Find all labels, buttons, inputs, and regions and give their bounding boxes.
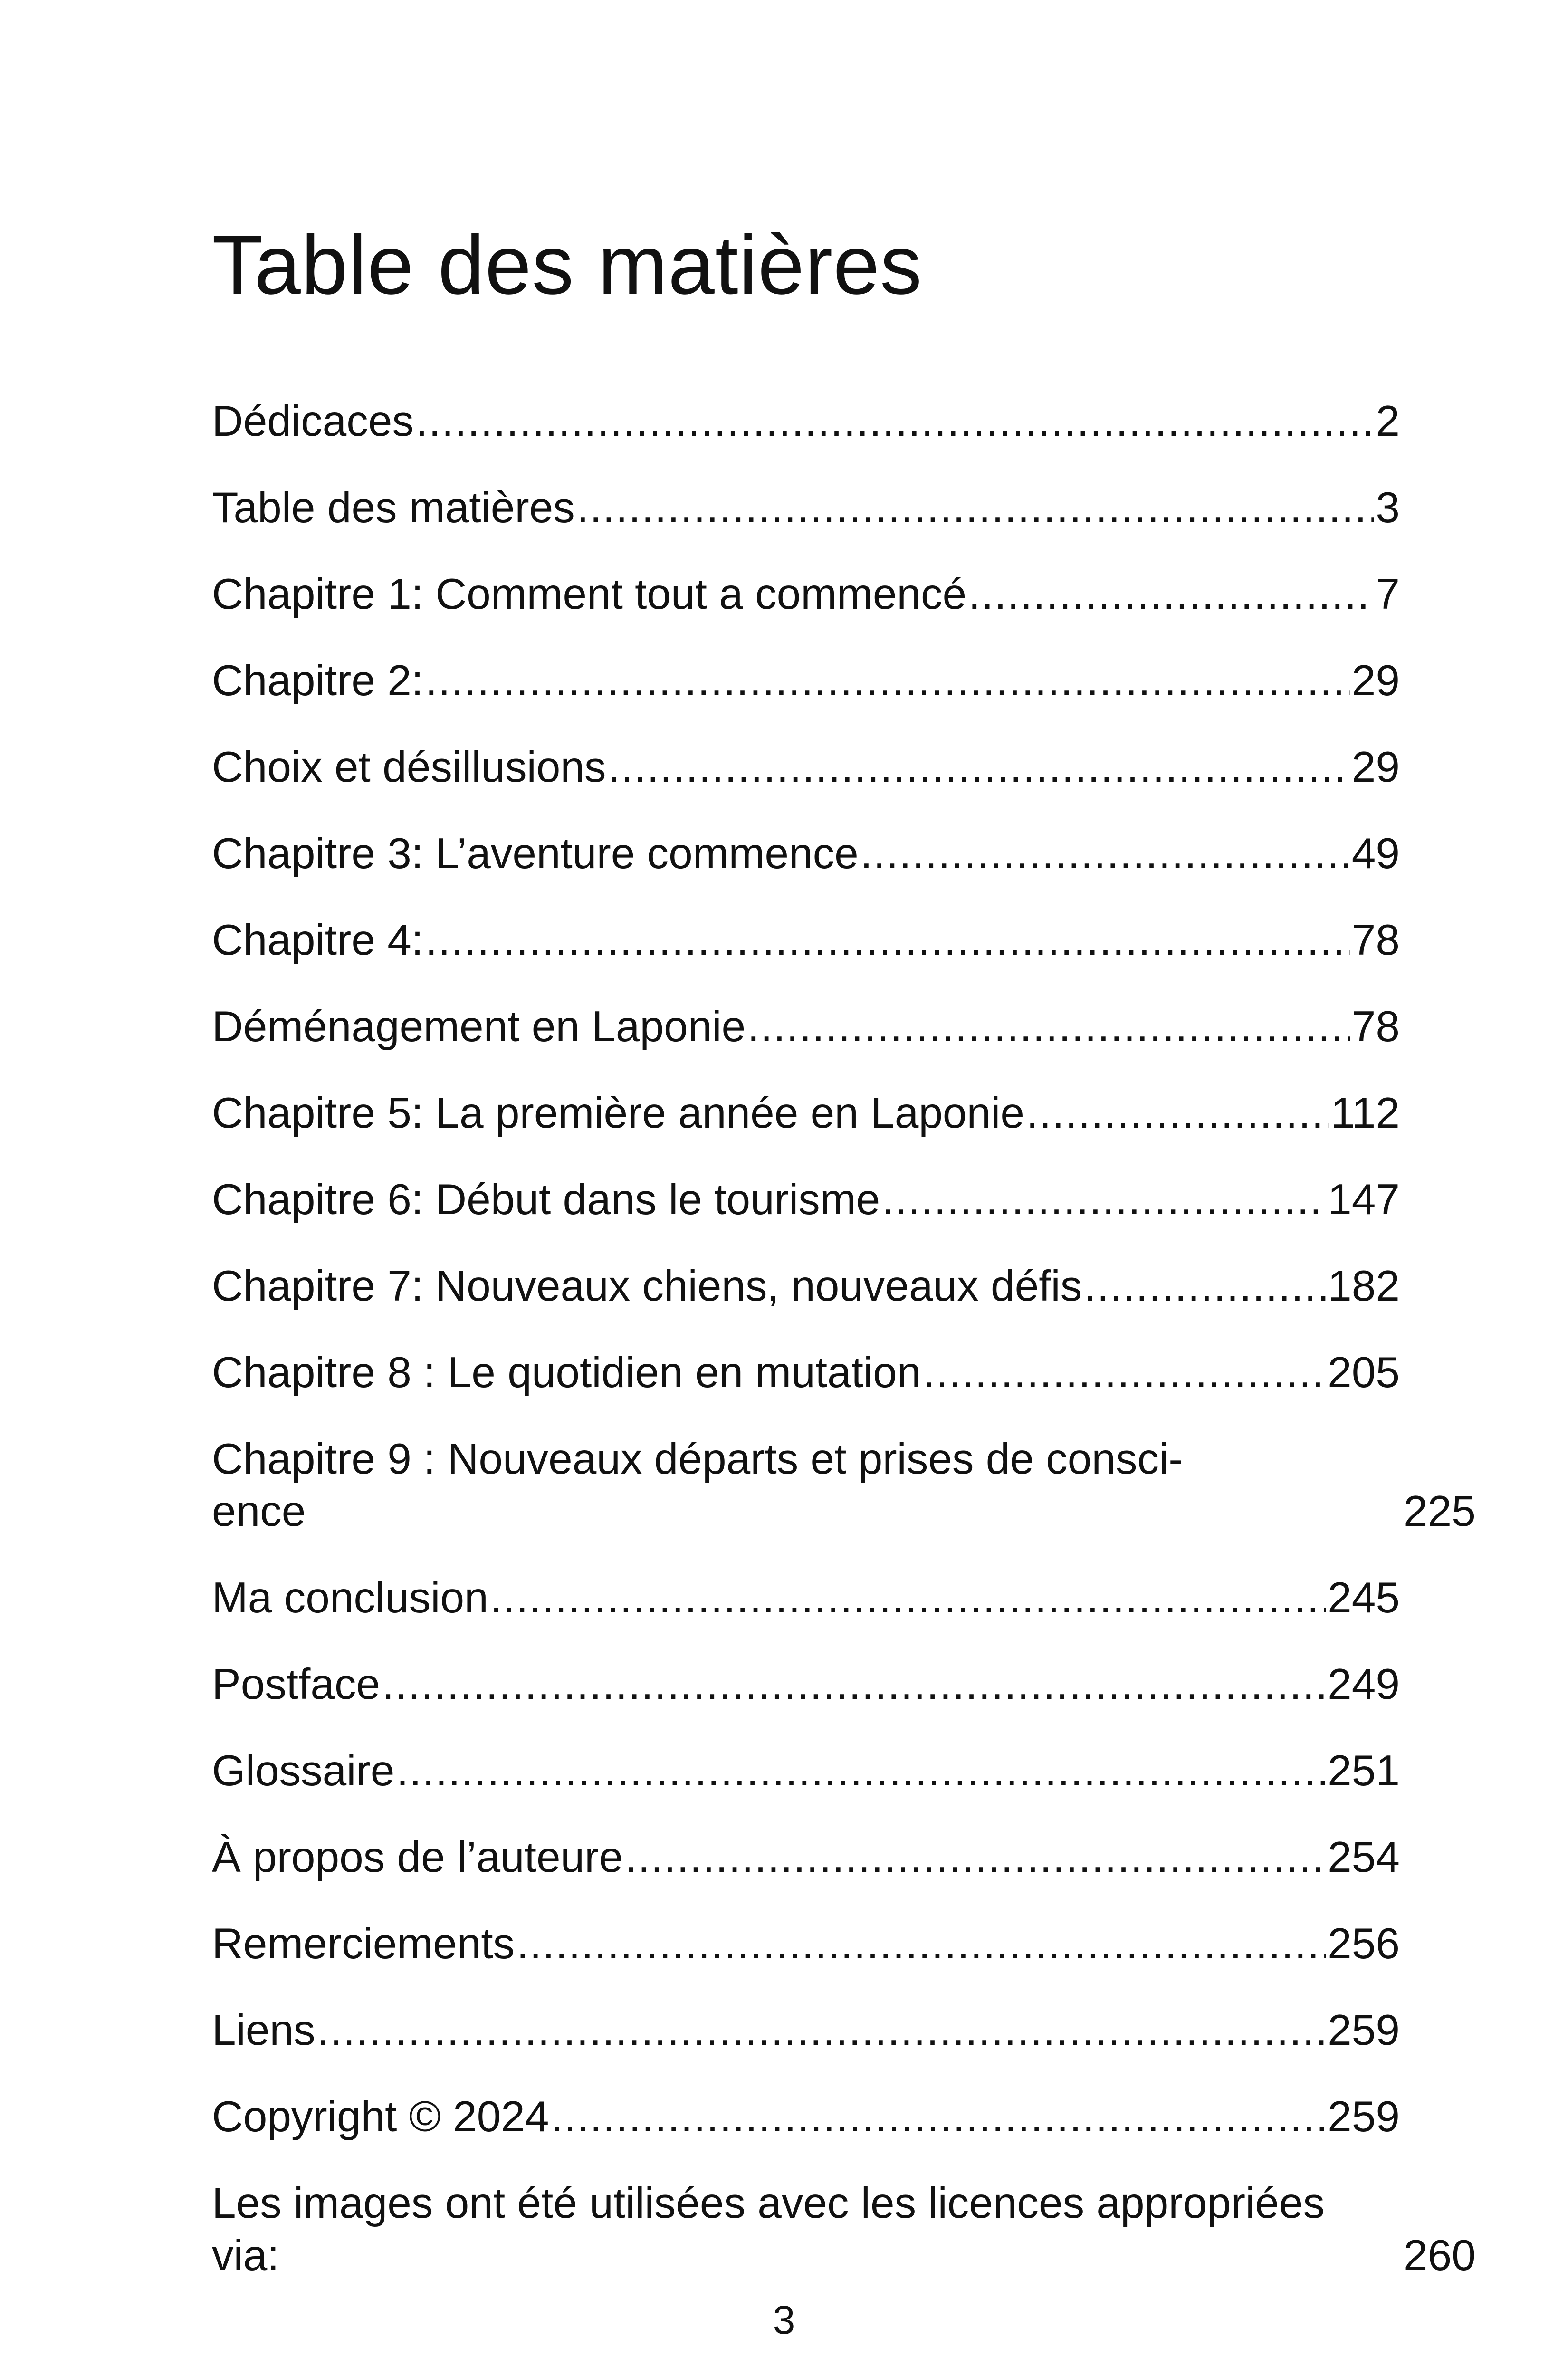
toc-leader-dots [425,655,1350,707]
toc-entry-continuation [212,2230,1476,2282]
toc-leader-dots [968,568,1374,621]
toc-entry [212,1313,1400,1399]
toc-leader-dots [490,1572,1326,1624]
toc-entry-label: Chapitre 9 : Nouveaux départs et prises de consci- [212,1435,1183,1483]
toc-entry [212,534,1400,621]
toc-entry-continuation [212,1485,1476,1538]
toc-entry-label: Table des matières [212,484,575,532]
toc-entry-page: 251 [1328,1747,1400,1795]
toc-entry-label: Chapitre 1: Comment tout a commencé [212,570,967,618]
toc-leader-dots [1026,1087,1329,1140]
toc-entry-page: 259 [1328,2093,1400,2141]
toc-entry-page: 182 [1328,1262,1400,1310]
toc-entry-label: À propos de l’auteure [212,1833,623,1881]
toc-entry-label: Chapitre 6: Début dans le tourisme [212,1176,880,1224]
toc-entry [212,1711,1400,1797]
toc-entry [212,1140,1400,1226]
toc-entry-page: 249 [1328,1660,1400,1708]
toc-entry-label-continued: via: [212,2232,279,2280]
toc-entry-label: Déménagement en Laponie [212,1003,746,1051]
toc-entry-page: 225 [1404,1487,1476,1535]
toc-leader-dots [882,1174,1326,1226]
toc-entry [212,880,1400,967]
toc-entry-page: 29 [1351,657,1400,705]
toc-entry [212,707,1400,794]
toc-leader-dots [516,1918,1326,1970]
toc-entry [212,2057,1400,2143]
toc-leader-dots [1084,1260,1326,1313]
toc-entry-label: Chapitre 2: [212,657,424,705]
toc-entry-label: Liens [212,2006,316,2054]
toc-entry [212,1624,1400,1711]
toc-entry-label: Chapitre 5: La première année en Laponie [212,1089,1024,1137]
toc-leader-dots [551,2091,1326,2143]
toc-entry-page: 78 [1351,1003,1400,1051]
toc-entry-label: Chapitre 3: L’aventure commence [212,830,859,878]
toc-entry-page: 259 [1328,2006,1400,2054]
toc-entry-page: 29 [1351,743,1400,791]
toc-leader-dots [860,828,1350,880]
toc-leader-dots [923,1347,1326,1399]
toc-entry-page: 78 [1351,916,1400,964]
toc-entry-page: 147 [1328,1176,1400,1224]
toc-entry-page: 49 [1351,830,1400,878]
toc-leader-dots [747,1001,1350,1053]
toc-leader-dots [416,395,1374,448]
toc-entry-label: Dédicaces [212,397,414,445]
toc-entry-label: Les images ont été utilisées avec les licences appropriées [212,2179,1325,2227]
toc-entry [212,1797,1400,1884]
toc-entry [212,967,1400,1053]
toc-leader-dots [382,1658,1326,1711]
toc-entry [212,621,1400,707]
toc-entry-page: 256 [1328,1920,1400,1968]
toc-entry-page: 3 [1376,484,1400,532]
toc-entry [212,1226,1400,1313]
toc-entry-page: 245 [1328,1574,1400,1622]
toc-entry-label: Chapitre 8 : Le quotidien en mutation [212,1349,921,1397]
toc-leader-dots [608,741,1350,794]
toc-entry-page: 205 [1328,1349,1400,1397]
table-of-contents [212,361,1476,2282]
toc-entry-label: Copyright © 2024 [212,2093,549,2141]
toc-leader-dots [396,1745,1326,1797]
toc-entry-label: Chapitre 4: [212,916,424,964]
toc-entry [212,1884,1400,1970]
toc-entry-label: Choix et désillusions [212,743,606,791]
toc-entry [212,1399,1476,1538]
toc-entry-page: 112 [1330,1089,1400,1137]
page-number: 3 [773,2298,795,2342]
toc-entry-label-continued: ence [212,1487,306,1535]
toc-entry [212,794,1400,880]
toc-entry [212,361,1400,448]
toc-entry [212,1053,1400,1140]
toc-leader-dots [625,1831,1326,1884]
toc-entry-page: 254 [1328,1833,1400,1881]
toc-entry-label: Glossaire [212,1747,395,1795]
page-title: Table des matières [212,219,923,312]
toc-entry-label: Remerciements [212,1920,515,1968]
toc-entry-label: Postface [212,1660,381,1708]
toc-entry-page: 260 [1404,2232,1476,2280]
toc-entry-label: Chapitre 7: Nouveaux chiens, nouveaux défis [212,1262,1082,1310]
toc-entry-label: Ma conclusion [212,1574,488,1622]
toc-entry-page: 7 [1376,570,1400,618]
toc-leader-dots [317,2004,1326,2057]
toc-entry [212,1970,1400,2057]
toc-leader-dots [577,482,1374,534]
toc-entry [212,2143,1476,2282]
toc-entry [212,448,1400,534]
toc-entry-page: 2 [1376,397,1400,445]
toc-leader-dots [425,914,1350,967]
toc-entry [212,1538,1400,1624]
